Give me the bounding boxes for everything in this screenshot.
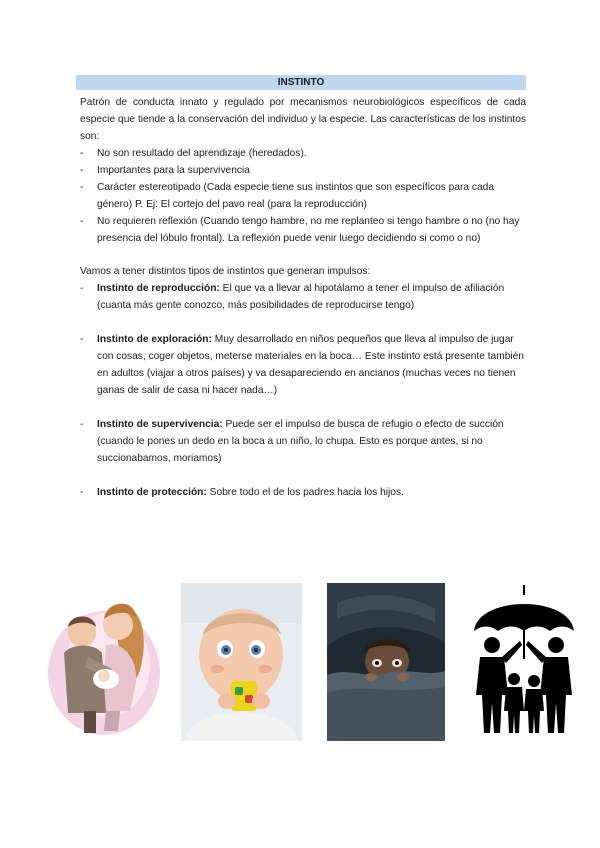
document-body <box>80 94 526 518</box>
list-item: - Carácter estereotipado (Cada especie tiene sus instintos que son específicos para cada género) P. Ej: El cortejo del pavo real (para la reproducción) <box>80 179 526 213</box>
types-intro-paragraph: Vamos a tener distintos tipos de instintos que generan impulsos: <box>80 266 371 277</box>
definition-text: Sobre todo el de los padres hacia los hijos. <box>206 487 404 498</box>
family-under-umbrella-silhouette-icon <box>472 583 576 741</box>
term-exploration: Instinto de exploración: <box>97 334 212 345</box>
definition-text: El que va a llevar al hipotálamo a tener el impulso de afiliación (cuanta más gente conozco, más posibilidades de reproducirse tengo) <box>97 283 505 311</box>
couple-embracing-illustration-icon <box>44 583 164 743</box>
list-item: - No requieren reflexión (Cuando tengo hambre, no me replanteo si tengo hambre o no (no hay presencia del lóbulo frontal). La reflexión puede venir luego decidiendo si como o no) <box>80 213 526 247</box>
list-item <box>80 331 526 399</box>
characteristics-list <box>80 145 526 247</box>
illustration-row <box>0 580 600 745</box>
list-item <box>80 484 526 501</box>
definition-text: Muy desarrollado en niños pequeños que lleva al impulso de jugar con cosas, coger objetos, meterse materiales en la boca… Este instinto está presente también en adultos (viajar a otros países) y va desapareciendo en ancianos (muchas veces no tienen ganas de salir de casa ni hacer nada…) <box>97 334 524 396</box>
intro-paragraph: Patrón de conducta innato y regulado por mecanismos neurobiológicos específicos de cada especie que tiende a la conservación del individuo y la especie. Las características de los instintos son: <box>80 97 526 142</box>
instinct-types-list <box>80 280 526 501</box>
term-survival: Instinto de supervivencia: <box>97 419 223 430</box>
list-item <box>80 416 526 467</box>
list-item: - No son resultado del aprendizaje (heredados). <box>80 145 526 162</box>
term-reproduction: Instinto de reproducción: <box>97 283 220 294</box>
list-item <box>80 280 526 314</box>
term-protection: Instinto de protección: <box>97 487 207 498</box>
definition-text: Puede ser el impulso de busca de refugio o efecto de succión (cuando le pones un dedo en la boca a un niño, lo chupa. Esto es porque antes, si no succionabamos, moriamos) <box>97 419 504 464</box>
list-item: - Importantes para la supervivencia <box>80 162 526 179</box>
baby-with-toy-photo-icon <box>181 583 302 741</box>
document-title: INSTINTO <box>76 75 526 90</box>
child-hiding-under-blanket-photo-icon <box>327 583 445 741</box>
